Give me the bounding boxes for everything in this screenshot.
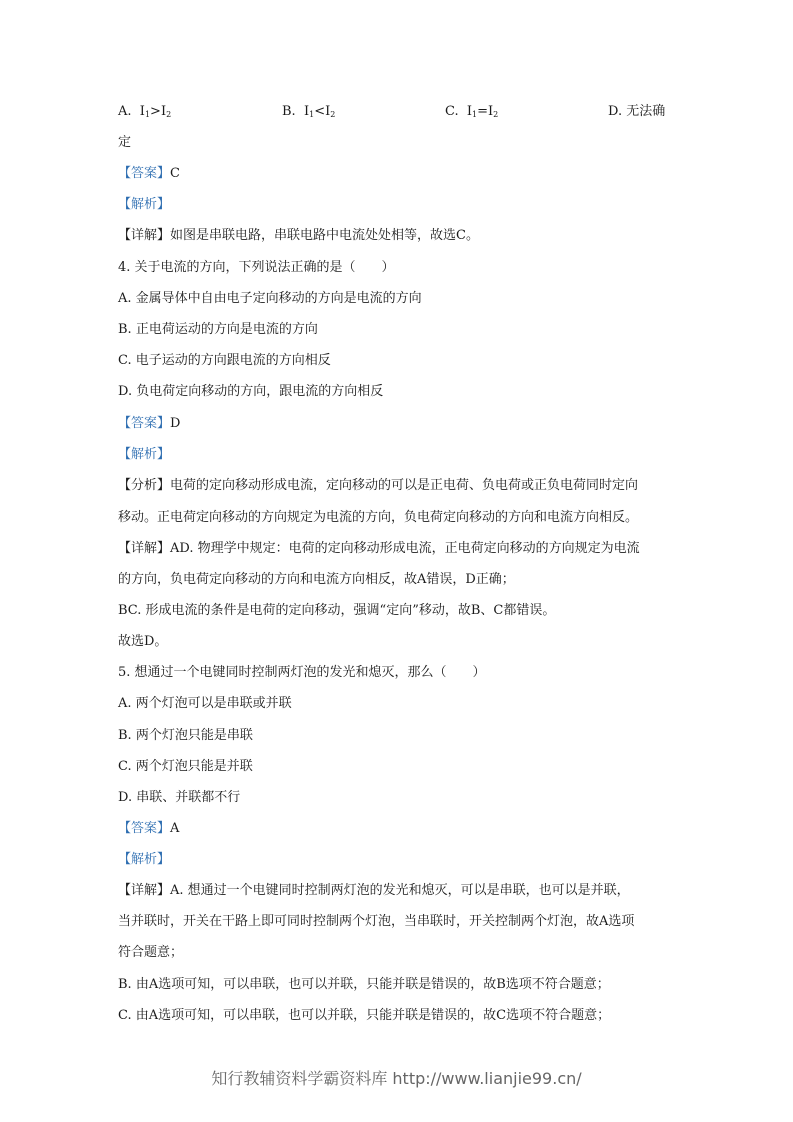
option-letter: B. xyxy=(282,104,296,119)
q5-stem: 5. 想通过一个电键同时控制两灯泡的发光和熄灭，那么（ ） xyxy=(118,665,486,680)
footer-watermark: 知行教辅资料学霸资料库 http://www.lianjie99.cn/ xyxy=(211,1069,582,1088)
current-symbol: I xyxy=(139,104,145,119)
q4-fenxi-2: 移动。正电荷定向移动的方向规定为电流的方向，负电荷定向移动的方向和电流方向相反。 xyxy=(118,510,639,525)
q3-option-a xyxy=(118,103,171,124)
q4-stem: 4. 关于电流的方向，下列说法正确的是（ ） xyxy=(118,260,395,275)
analysis-label: 【解析】 xyxy=(118,447,171,462)
operator: < xyxy=(314,104,326,119)
q3-option-d: D. 无法确 xyxy=(608,104,666,119)
answer-value: A xyxy=(170,821,180,836)
q5-detail-1 xyxy=(118,882,675,900)
analysis-label: 【解析】 xyxy=(118,197,171,212)
q4-option-c: C. 电子运动的方向跟电流的方向相反 xyxy=(118,353,331,368)
q4-detail-4: 故选D。 xyxy=(118,634,168,649)
option-letter: A. xyxy=(118,104,132,119)
answer-value: D xyxy=(170,416,181,431)
detail-label: 【详解】 xyxy=(118,228,171,243)
answer-label: 【答案】 xyxy=(118,821,171,836)
fenxi-label: 【分析】 xyxy=(118,478,171,493)
operator: > xyxy=(150,104,161,119)
q4-fenxi-1 xyxy=(118,477,675,495)
q5-detail-4: B. 由A选项可知，可以串联，也可以并联，只能并联是错误的，故B选项不符合题意； xyxy=(118,977,610,992)
option-letter: C. xyxy=(445,104,459,119)
subscript: 2 xyxy=(166,110,172,119)
current-symbol: I xyxy=(325,104,331,119)
answer-label: 【答案】 xyxy=(118,166,171,181)
q5-analysis-label xyxy=(118,851,675,869)
q3-option-b xyxy=(282,103,335,124)
q5-option-b: B. 两个灯泡只能是串联 xyxy=(118,728,253,743)
q5-detail-2: 当并联时，开关在干路上即可同时控制两个灯泡，当串联时，开关控制两个灯泡，故A选项 xyxy=(118,914,635,929)
current-symbol: I xyxy=(303,104,310,119)
detail-text: A. 想通过一个电键同时控制两灯泡的发光和熄灭，可以是串联，也可以是并联， xyxy=(170,883,630,898)
q3-answer xyxy=(118,165,675,183)
q5-option-d: D. 串联、并联都不行 xyxy=(118,790,241,805)
q5-detail-5: C. 由A选项可知，可以串联，也可以并联，只能并联是错误的，故C选项不符合题意； xyxy=(118,1008,611,1023)
detail-label: 【详解】 xyxy=(118,883,171,898)
subscript: 1 xyxy=(472,110,478,119)
analysis-label: 【解析】 xyxy=(118,852,171,867)
q5-option-a: A. 两个灯泡可以是串联或并联 xyxy=(118,696,292,711)
q4-option-b: B. 正电荷运动的方向是电流的方向 xyxy=(118,322,318,337)
detail-text: AD. 物理学中规定：电荷的定向移动形成电流，正电荷定向移动的方向规定为电流 xyxy=(170,541,640,556)
q4-detail-3: BC. 形成电流的条件是电荷的定向移动，强调“定向”移动，故B、C都错误。 xyxy=(118,603,556,618)
answer-value: C xyxy=(170,166,180,181)
detail-label: 【详解】 xyxy=(118,541,171,556)
subscript: 2 xyxy=(493,110,499,119)
q5-detail-3: 符合题意； xyxy=(118,945,184,960)
q4-option-d: D. 负电荷定向移动的方向，跟电流的方向相反 xyxy=(118,384,384,399)
subscript: 2 xyxy=(330,110,336,119)
q5-option-c: C. 两个灯泡只能是并联 xyxy=(118,759,253,774)
q4-detail-1 xyxy=(118,540,675,558)
q3-option-c xyxy=(445,103,498,124)
current-symbol: I xyxy=(466,104,473,119)
subscript: 1 xyxy=(309,110,315,119)
operator: = xyxy=(477,104,489,119)
answer-label: 【答案】 xyxy=(118,416,171,431)
q3-analysis-label xyxy=(118,196,675,214)
current-symbol: I xyxy=(160,104,167,119)
current-symbol: I xyxy=(488,104,494,119)
q4-analysis-label xyxy=(118,446,675,464)
fenxi-text: 电荷的定向移动形成电流，定向移动的可以是正电荷、负电荷或正负电荷同时定向 xyxy=(170,478,639,493)
q4-answer xyxy=(118,415,675,433)
detail-text: 如图是串联电路，串联电路中电流处处相等，故选C。 xyxy=(170,228,479,243)
q5-answer xyxy=(118,820,675,838)
subscript: 1 xyxy=(144,110,151,119)
q4-detail-2: 的方向，负电荷定向移动的方向和电流方向相反，故A错误，D正确； xyxy=(118,572,515,587)
q4-option-a: A. 金属导体中自由电子定向移动的方向是电流的方向 xyxy=(118,291,422,306)
q3-detail xyxy=(118,227,675,245)
q3-option-d-wrap: 定 xyxy=(118,135,132,150)
